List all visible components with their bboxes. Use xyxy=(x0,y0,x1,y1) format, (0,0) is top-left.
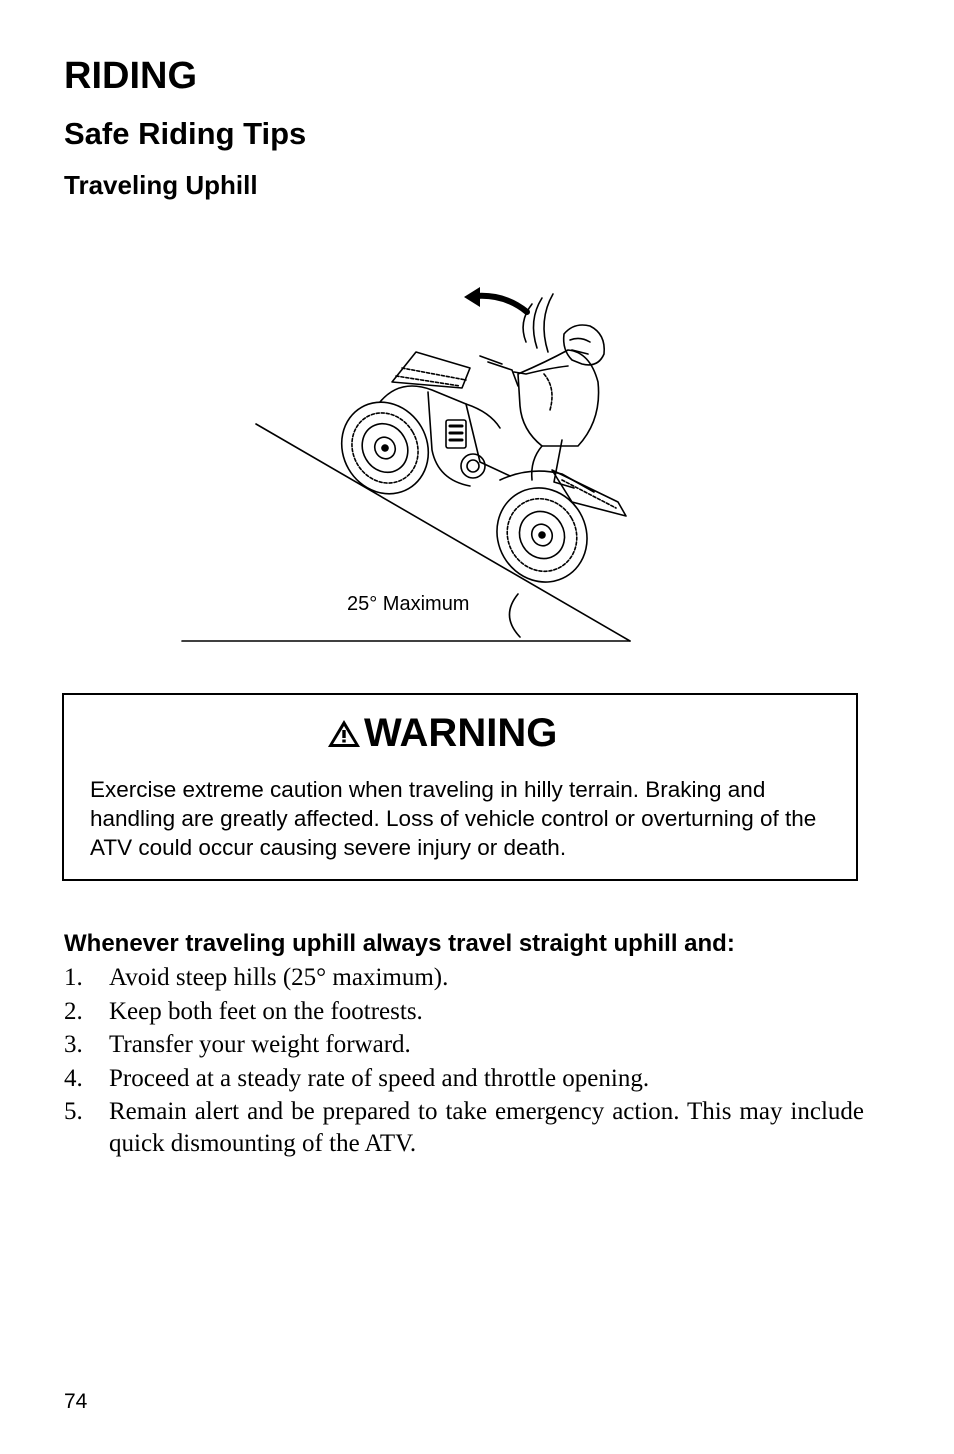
lean-arrow xyxy=(476,296,527,312)
page-number: 74 xyxy=(64,1390,88,1413)
warning-box xyxy=(62,693,858,881)
list-item xyxy=(64,1096,864,1160)
front-wheel xyxy=(325,386,445,509)
warning-heading xyxy=(326,713,557,753)
list-item-text: Avoid steep hills (25° maximum). xyxy=(109,964,449,991)
list-item-text: Transfer your weight forward. xyxy=(109,1031,411,1058)
list-item xyxy=(64,996,864,1028)
instructions-lead: Whenever traveling uphill always travel straight uphill and: xyxy=(64,930,735,957)
list-item-number: 5. xyxy=(64,1098,83,1125)
warning-triangle-icon xyxy=(326,717,362,749)
warning-title: WARNING xyxy=(364,711,558,755)
list-item-number: 3. xyxy=(64,1031,83,1058)
rear-wheel xyxy=(480,471,604,598)
list-item-number: 4. xyxy=(64,1064,83,1092)
list-item xyxy=(64,1029,864,1061)
list-item-text: Keep both feet on the footrests. xyxy=(109,997,423,1025)
list-item xyxy=(64,1063,864,1095)
warning-text: Exercise extreme caution when traveling in hilly terrain. Braking and handling are greatly affected. Loss of vehicle control or overturning of the ATV could occur causing severe injury or death. xyxy=(90,777,817,860)
list-item-text: Proceed at a steady rate of speed and throttle opening. xyxy=(109,1064,650,1092)
angle-arc xyxy=(509,594,520,637)
list-item-number: 2. xyxy=(64,997,83,1025)
list-item-text: Remain alert and be prepared to take emergency action. This may include quick dismounting of the ATV. xyxy=(109,1098,864,1157)
topic-title: Traveling Uphill xyxy=(64,170,258,200)
instruction-list xyxy=(64,962,864,1162)
max-angle-label: 25° Maximum xyxy=(347,593,470,615)
subsection-title: Safe Riding Tips xyxy=(64,116,307,151)
list-item xyxy=(64,962,864,994)
rider-helmet xyxy=(564,325,605,365)
list-item-number: 1. xyxy=(64,964,83,991)
section-title: RIDING xyxy=(64,55,197,97)
